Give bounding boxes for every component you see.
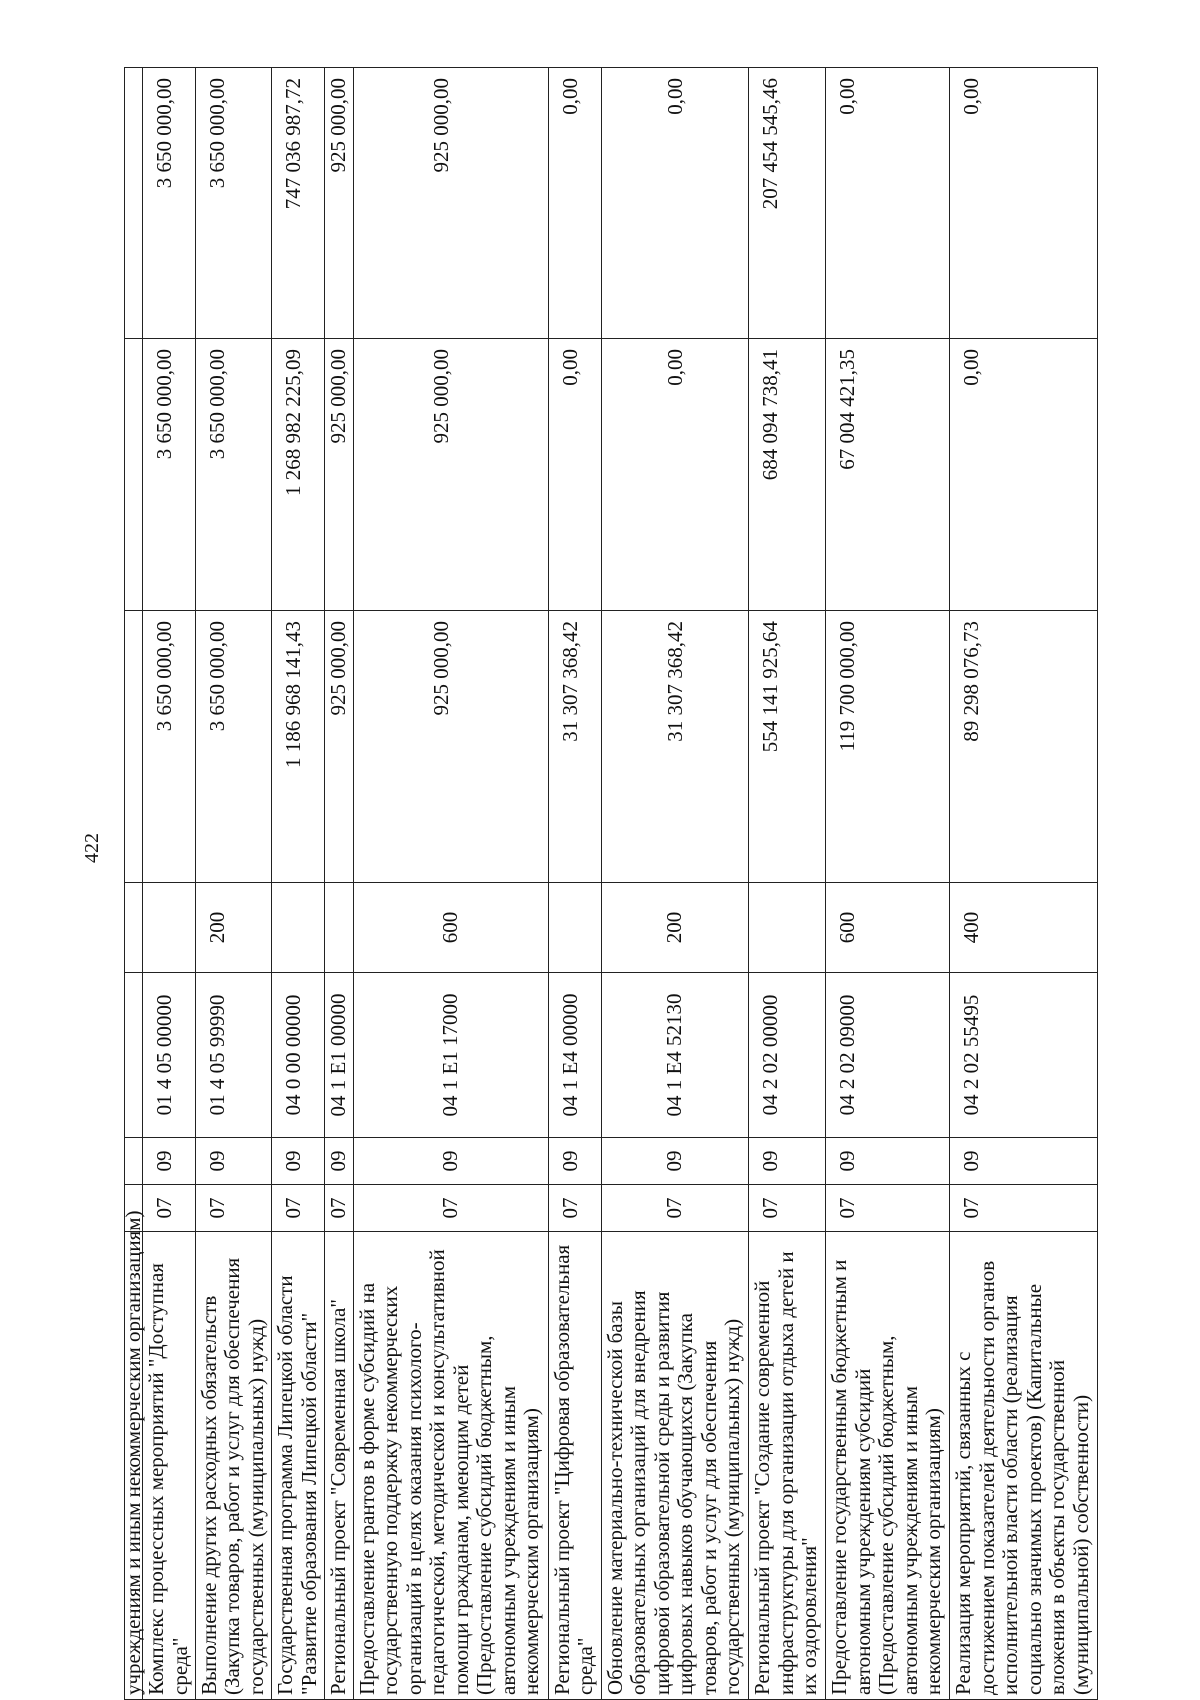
row-name: Обновление материально-технической базы образовательных организаций для внедрения цифровой образовательной среды и развития цифровых навыков обучающихся (Закупка товаров, работ и услуг для обеспечения государственных (муниципальных) нужд): [601, 1232, 749, 1700]
row-name: Комплекс процессных мероприятий "Доступная среда": [143, 1232, 196, 1700]
row-name: Региональный проект "Создание современной инфраструктуры для организации отдыха детей и их оздоровления": [749, 1232, 826, 1700]
row-year2-amount: [125, 339, 143, 611]
row-name: Реализация мероприятий, связанных с достижением показателей деятельности органов исполнительной власти области (реализация социально значимых проектов) (Капитальные вложения в объекты государственной (муниципальной) собственности): [950, 1232, 1098, 1700]
row-subsection: 09: [195, 1138, 271, 1185]
row-target-article: 04 2 02 00000: [749, 973, 826, 1138]
row-target-article: 04 1 E4 52130: [601, 973, 749, 1138]
row-year3-amount: 207 454 545,46: [749, 68, 826, 339]
row-year3-amount: 0,00: [601, 68, 749, 339]
row-name: Выполнение других расходных обязательств (Закупка товаров, работ и услуг для обеспечения государственных (муниципальных) нужд): [195, 1232, 271, 1700]
row-section: 07: [195, 1185, 271, 1232]
row-target-article: [125, 973, 143, 1138]
page-number: 422: [81, 833, 103, 863]
row-year2-amount: 3 650 000,00: [143, 339, 196, 611]
row-section: 07: [324, 1185, 353, 1232]
row-year1-amount: 89 298 076,73: [950, 611, 1098, 883]
row-subsection: 09: [272, 1138, 325, 1185]
table-row: [950, 68, 1098, 1700]
row-section: 07: [143, 1185, 196, 1232]
row-year1-amount: 925 000,00: [324, 611, 353, 883]
table-row: [548, 68, 601, 1700]
row-target-article: 04 0 00 00000: [272, 973, 325, 1138]
row-year3-amount: 3 650 000,00: [195, 68, 271, 339]
row-year3-amount: 0,00: [826, 68, 950, 339]
row-expense-type: [125, 883, 143, 973]
row-name: Региональный проект "Цифровая образовательная среда": [548, 1232, 601, 1700]
row-expense-type: 600: [826, 883, 950, 973]
row-year1-amount: [125, 611, 143, 883]
row-year1-amount: 3 650 000,00: [195, 611, 271, 883]
row-subsection: 09: [353, 1138, 548, 1185]
row-year3-amount: 3 650 000,00: [143, 68, 196, 339]
row-subsection: 09: [749, 1138, 826, 1185]
row-year3-amount: 925 000,00: [324, 68, 353, 339]
row-year1-amount: 31 307 368,42: [548, 611, 601, 883]
row-name: Предоставление грантов в форме субсидий на государственную поддержку некоммерческих организаций в целях оказания психолого-педагогической, методической и консультативной помощи гражданам, имеющим детей (Предоставление субсидий бюджетным, автономным учреждениям и иным некоммерческим организациям): [353, 1232, 548, 1700]
rotated-table-wrapper: [121, 68, 1098, 1700]
row-year2-amount: 0,00: [548, 339, 601, 611]
row-subsection: 09: [143, 1138, 196, 1185]
row-section: 07: [353, 1185, 548, 1232]
row-target-article: 04 2 02 55495: [950, 973, 1098, 1138]
row-subsection: 09: [548, 1138, 601, 1185]
row-year3-amount: 0,00: [950, 68, 1098, 339]
row-expense-type: 400: [950, 883, 1098, 973]
row-section: 07: [826, 1185, 950, 1232]
row-year3-amount: 747 036 987,72: [272, 68, 325, 339]
budget-table: [121, 67, 1098, 1700]
row-target-article: 01 4 05 00000: [143, 973, 196, 1138]
row-year2-amount: 1 268 982 225,09: [272, 339, 325, 611]
row-year1-amount: 1 186 968 141,43: [272, 611, 325, 883]
row-target-article: 04 2 02 09000: [826, 973, 950, 1138]
row-year3-amount: 925 000,00: [353, 68, 548, 339]
table-row: [143, 68, 196, 1700]
row-subsection: [125, 1138, 143, 1185]
row-expense-type: 200: [195, 883, 271, 973]
row-year3-amount: 0,00: [548, 68, 601, 339]
row-expense-type: [324, 883, 353, 973]
row-expense-type: 200: [601, 883, 749, 973]
table-row: [353, 68, 548, 1700]
row-subsection: 09: [324, 1138, 353, 1185]
row-name: Региональный проект "Современная школа": [324, 1232, 353, 1700]
row-expense-type: 600: [353, 883, 548, 973]
row-expense-type: [272, 883, 325, 973]
table-row: [601, 68, 749, 1700]
table-row: [749, 68, 826, 1700]
row-section: 07: [601, 1185, 749, 1232]
row-year2-amount: 0,00: [601, 339, 749, 611]
row-year1-amount: 31 307 368,42: [601, 611, 749, 883]
table-row: [125, 68, 143, 1700]
row-subsection: 09: [950, 1138, 1098, 1185]
row-expense-type: [143, 883, 196, 973]
row-subsection: 09: [601, 1138, 749, 1185]
row-year1-amount: 554 141 925,64: [749, 611, 826, 883]
row-year2-amount: 0,00: [950, 339, 1098, 611]
table-row: [324, 68, 353, 1700]
row-section: 07: [950, 1185, 1098, 1232]
row-target-article: 04 1 E4 00000: [548, 973, 601, 1138]
row-year2-amount: 3 650 000,00: [195, 339, 271, 611]
row-year2-amount: 925 000,00: [353, 339, 548, 611]
row-section: 07: [548, 1185, 601, 1232]
row-expense-type: [749, 883, 826, 973]
row-expense-type: [548, 883, 601, 973]
table-row: [826, 68, 950, 1700]
row-section: 07: [749, 1185, 826, 1232]
row-name: учреждениям и иным некоммерческим организациям): [125, 1232, 143, 1700]
rotated-table-inner: [121, 68, 1098, 1700]
row-year3-amount: [125, 68, 143, 339]
row-year2-amount: 67 004 421,35: [826, 339, 950, 611]
row-section: 07: [272, 1185, 325, 1232]
row-year2-amount: 925 000,00: [324, 339, 353, 611]
row-target-article: 04 1 E1 00000: [324, 973, 353, 1138]
table-row: [272, 68, 325, 1700]
row-target-article: 01 4 05 99990: [195, 973, 271, 1138]
table-row: [195, 68, 271, 1700]
row-name: Государственная программа Липецкой области "Развитие образования Липецкой области": [272, 1232, 325, 1700]
row-subsection: 09: [826, 1138, 950, 1185]
row-year2-amount: 684 094 738,41: [749, 339, 826, 611]
row-name: Предоставление государственным бюджетным и автономным учреждениям субсидий (Предоставление субсидий бюджетным, автономным учреждениям и иным некоммерческим организациям): [826, 1232, 950, 1700]
row-year1-amount: 3 650 000,00: [143, 611, 196, 883]
row-year1-amount: 925 000,00: [353, 611, 548, 883]
row-year1-amount: 119 700 000,00: [826, 611, 950, 883]
row-target-article: 04 1 E1 17000: [353, 973, 548, 1138]
